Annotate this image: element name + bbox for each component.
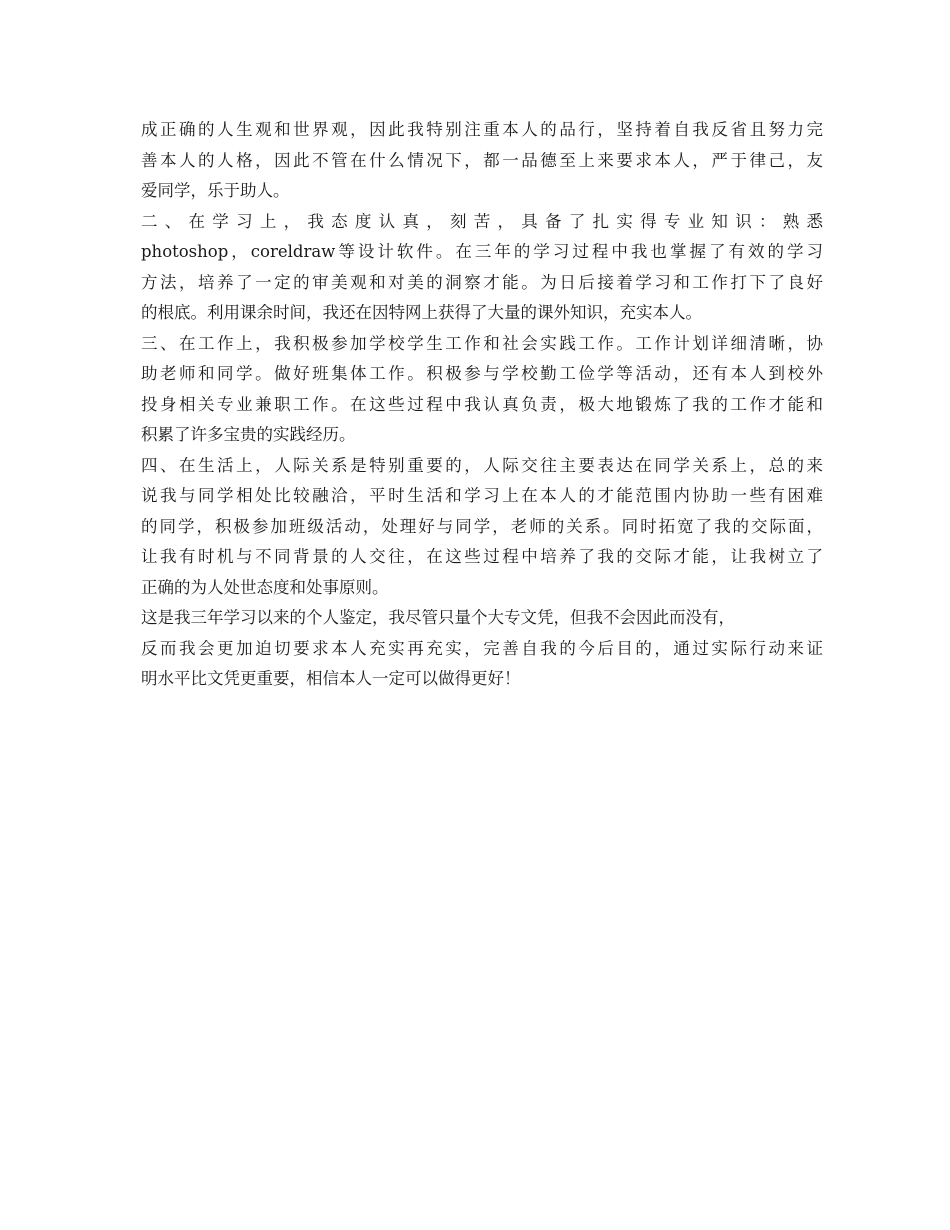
text-line: 说我与同学相处比较融洽，平时生活和学习上在本人的才能范围内协助一些有困难: [141, 486, 823, 505]
document-body: [141, 115, 823, 695]
text-line: 明水平比文凭更重要，相信本人一定可以做得更好！: [141, 669, 521, 688]
text-line: 反而我会更加迫切要求本人充实再充实，完善自我的今后目的，通过实际行动来证: [141, 638, 823, 658]
text-line: 爱同学，乐于助人。: [141, 181, 290, 200]
text-line: 二、在学习上，我态度认真，刻苦，具备了扎实得专业知识：熟悉: [141, 211, 823, 231]
text-line: photoshop，coreldraw等设计软件。在三年的学习过程中我也掌握了有效的学习: [141, 242, 823, 261]
text-line: 方法，培养了一定的审美观和对美的洞察才能。为日后接着学习和工作打下了良好: [141, 272, 823, 292]
text-line: 让我有时机与不同背景的人交往，在这些过程中培养了我的交际才能，让我树立了: [141, 547, 823, 566]
text-line: 投身相关专业兼职工作。在这些过程中我认真负责，极大地锻炼了我的工作才能和: [141, 394, 823, 414]
text-line: 三、在工作上，我积极参加学校学生工作和社会实践工作。工作计划详细清晰，协: [141, 333, 823, 353]
text-line: 四、在生活上，人际关系是特别重要的，人际交往主要表达在同学关系上，总的来: [141, 455, 823, 475]
text-line: 善本人的人格，因此不管在什么情况下，都一品德至上来要求本人，严于律己，友: [141, 150, 823, 170]
text-line: 成正确的人生观和世界观，因此我特别注重本人的品行，坚持着自我反省且努力完: [141, 120, 823, 139]
text-line: 积累了许多宝贵的实践经历。: [141, 425, 356, 444]
text-line: 的同学，积极参加班级活动，处理好与同学，老师的关系。同时拓宽了我的交际面，: [141, 516, 823, 536]
text-line: 的根底。利用课余时间，我还在因特网上获得了大量的课外知识，充实本人。: [141, 303, 702, 322]
text-line: 助老师和同学。做好班集体工作。积极参与学校勤工俭学等活动，还有本人到校外: [141, 364, 823, 383]
text-line: 正确的为人处世态度和处事原则。: [141, 577, 389, 597]
text-line: 这是我三年学习以来的个人鉴定，我尽管只量个大专文凭，但我不会因此而没有，: [141, 608, 735, 627]
